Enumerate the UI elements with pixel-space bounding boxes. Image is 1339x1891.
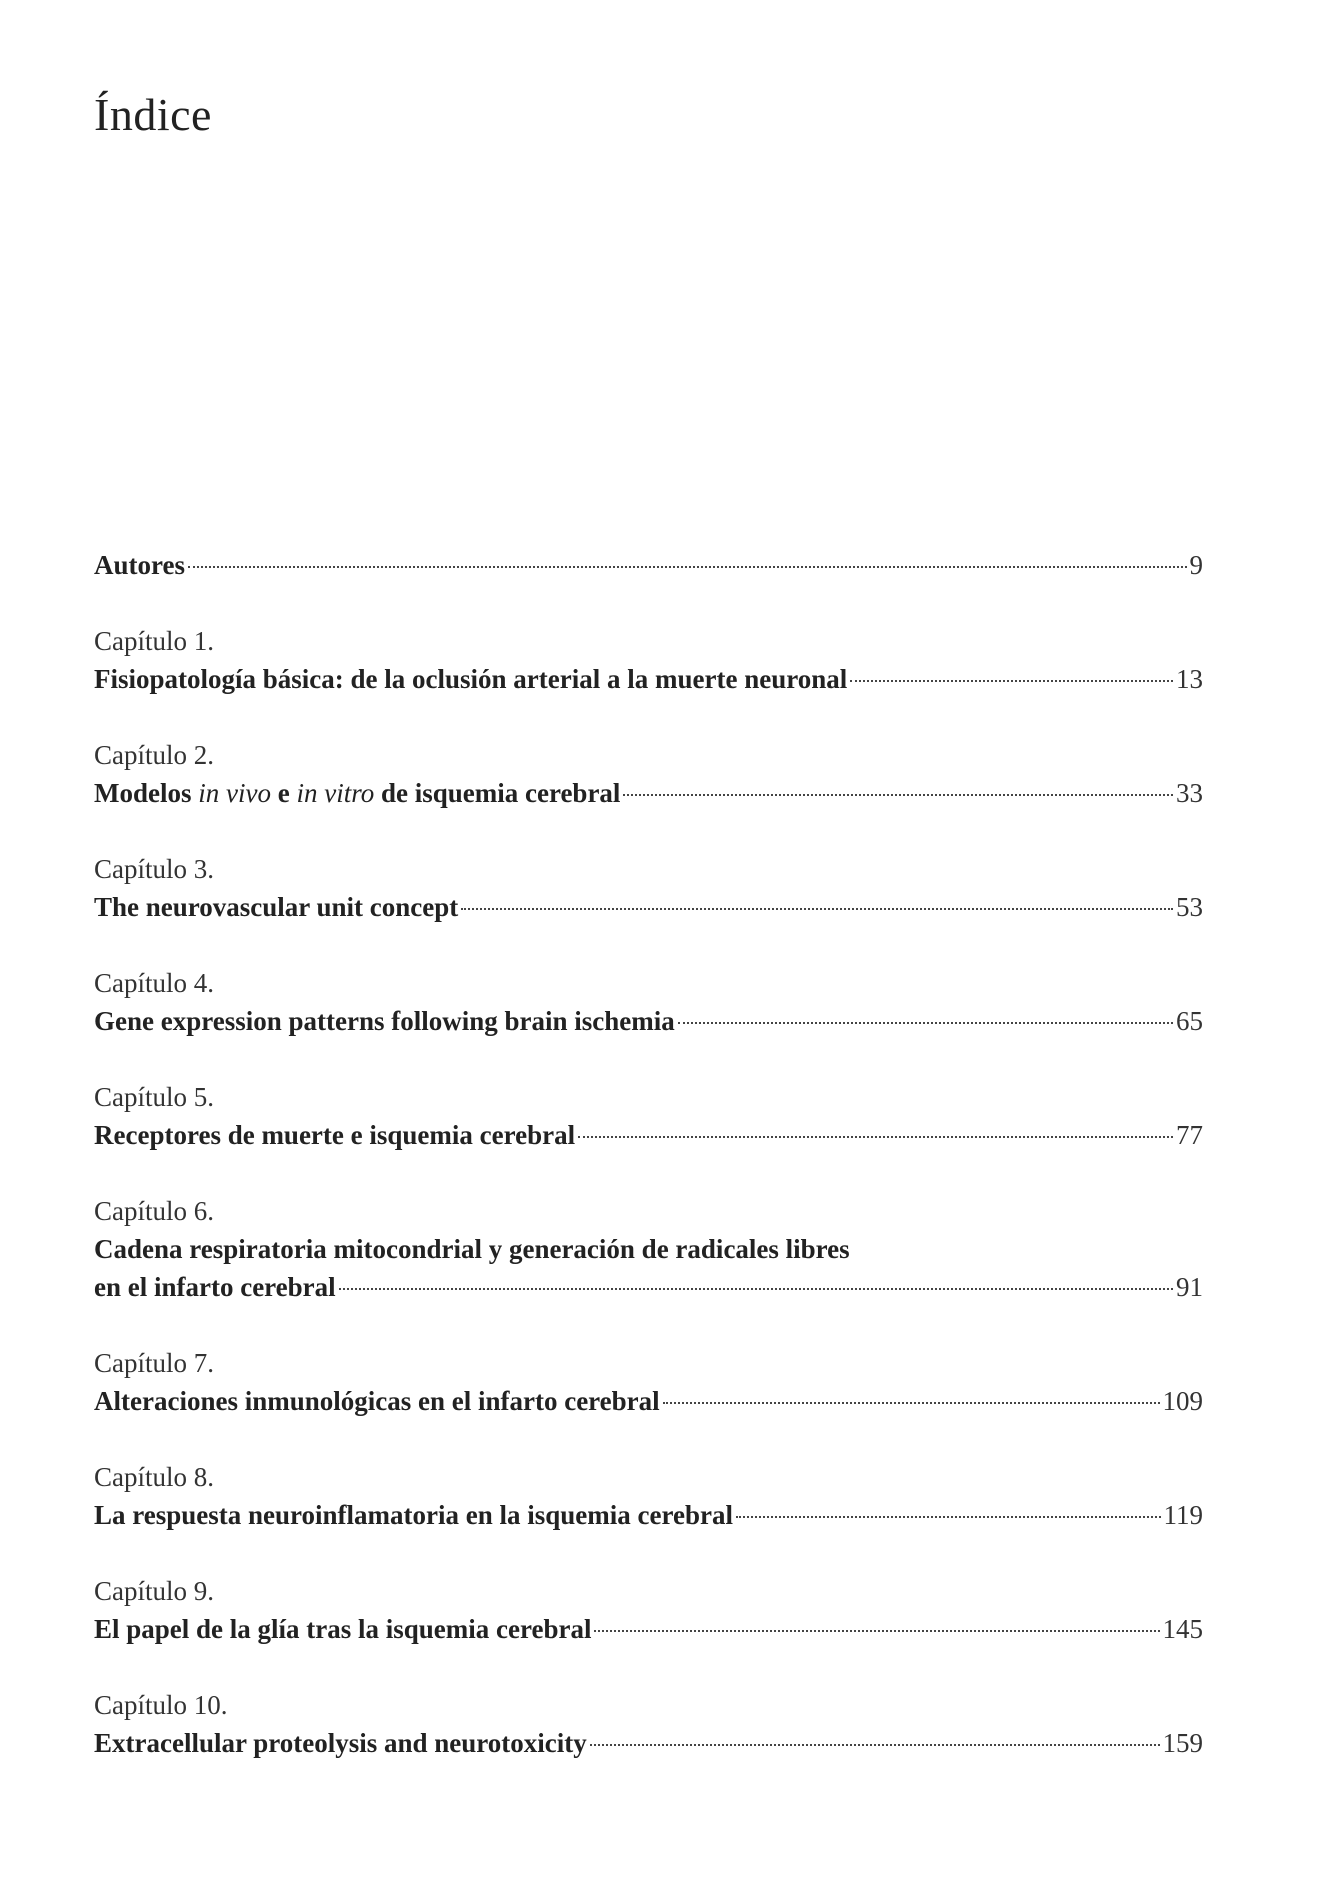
toc-entry-title: Autores	[94, 550, 185, 580]
dot-leader	[461, 908, 1173, 910]
dot-leader	[663, 1402, 1160, 1404]
toc-entry-chapter-4[interactable]	[94, 964, 1203, 1040]
toc-entry-title: Extracellular proteolysis and neurotoxicity	[94, 1728, 587, 1758]
toc-leader-line	[94, 1382, 1203, 1420]
chapter-label: Capítulo 4.	[94, 968, 214, 998]
toc-leader-line	[94, 660, 1203, 698]
toc-entry-autores[interactable]	[94, 546, 1203, 584]
toc-page-number: 159	[1162, 1728, 1203, 1758]
toc-page-number: 33	[1176, 778, 1203, 808]
toc-entry-title: Fisiopatología básica: de la oclusión arterial a la muerte neuronal	[94, 664, 848, 694]
toc-entry-title	[94, 774, 620, 812]
chapter-label: Capítulo 3.	[94, 854, 214, 884]
toc-entry-title: Alteraciones inmunológicas en el infarto cerebral	[94, 1386, 660, 1416]
toc-entry-title: La respuesta neuroinflamatoria en la isquemia cerebral	[94, 1500, 733, 1530]
toc-page-number: 53	[1176, 892, 1203, 922]
chapter-label: Capítulo 9.	[94, 1576, 214, 1606]
toc-entry-title: en el infarto cerebral	[94, 1272, 336, 1302]
toc-entry-chapter-8[interactable]	[94, 1458, 1203, 1534]
chapter-label: Capítulo 10.	[94, 1690, 228, 1720]
dot-leader	[736, 1516, 1161, 1518]
toc-entry-chapter-1[interactable]	[94, 622, 1203, 698]
title-part-italic: in vivo	[198, 778, 271, 808]
toc-entry-title: El papel de la glía tras la isquemia cerebral	[94, 1614, 592, 1644]
chapter-label: Capítulo 2.	[94, 740, 214, 770]
toc-entry-chapter-3[interactable]	[94, 850, 1203, 926]
chapter-label: Capítulo 5.	[94, 1082, 214, 1112]
toc-leader-line	[94, 1724, 1203, 1762]
dot-leader	[594, 1630, 1159, 1632]
dot-leader	[678, 1022, 1173, 1024]
toc-page-number: 13	[1176, 664, 1203, 694]
toc-page-number: 65	[1176, 1006, 1203, 1036]
dot-leader	[590, 1744, 1160, 1746]
toc-leader-line	[94, 1116, 1203, 1154]
toc-entry-chapter-6[interactable]	[94, 1192, 1203, 1306]
title-part-italic: in vitro	[296, 778, 375, 808]
toc-entry-title: Gene expression patterns following brain ischemia	[94, 1006, 675, 1036]
toc-entry-title-line: Cadena respiratoria mitocondrial y generación de radicales libres	[94, 1234, 850, 1264]
toc-entry-chapter-7[interactable]	[94, 1344, 1203, 1420]
toc-leader-line	[94, 774, 1203, 812]
dot-leader	[339, 1288, 1173, 1290]
dot-leader	[850, 680, 1173, 682]
toc-page-number: 119	[1163, 1500, 1203, 1530]
dot-leader	[578, 1136, 1173, 1138]
toc-leader-line	[94, 1268, 1203, 1306]
toc-page-number: 9	[1189, 550, 1203, 580]
toc-entry-chapter-2[interactable]	[94, 736, 1203, 812]
title-part: e	[270, 778, 297, 808]
toc-leader-line	[94, 1002, 1203, 1040]
chapter-label: Capítulo 8.	[94, 1462, 214, 1492]
toc-entry-title: The neurovascular unit concept	[94, 892, 459, 922]
title-part: Modelos	[94, 778, 199, 808]
toc-page-number: 77	[1176, 1120, 1203, 1150]
title-part: de isquemia cerebral	[374, 778, 621, 808]
toc-entry-chapter-5[interactable]	[94, 1078, 1203, 1154]
toc-entry-chapter-9[interactable]	[94, 1572, 1203, 1648]
chapter-label: Capítulo 1.	[94, 626, 214, 656]
toc-page-number: 109	[1162, 1386, 1203, 1416]
page-title: Índice	[94, 89, 212, 140]
toc-page-number: 145	[1162, 1614, 1203, 1644]
toc-leader-line	[94, 1610, 1203, 1648]
toc-entry-chapter-10[interactable]	[94, 1686, 1203, 1762]
table-of-contents	[94, 546, 1203, 1762]
toc-entry-title: Receptores de muerte e isquemia cerebral	[94, 1120, 576, 1150]
toc-leader-line	[94, 546, 1203, 584]
dot-leader	[623, 794, 1173, 796]
dot-leader	[188, 566, 1187, 568]
toc-page-number: 91	[1176, 1272, 1203, 1302]
chapter-label: Capítulo 6.	[94, 1196, 214, 1226]
toc-leader-line	[94, 1496, 1203, 1534]
toc-leader-line	[94, 888, 1203, 926]
chapter-label: Capítulo 7.	[94, 1348, 214, 1378]
